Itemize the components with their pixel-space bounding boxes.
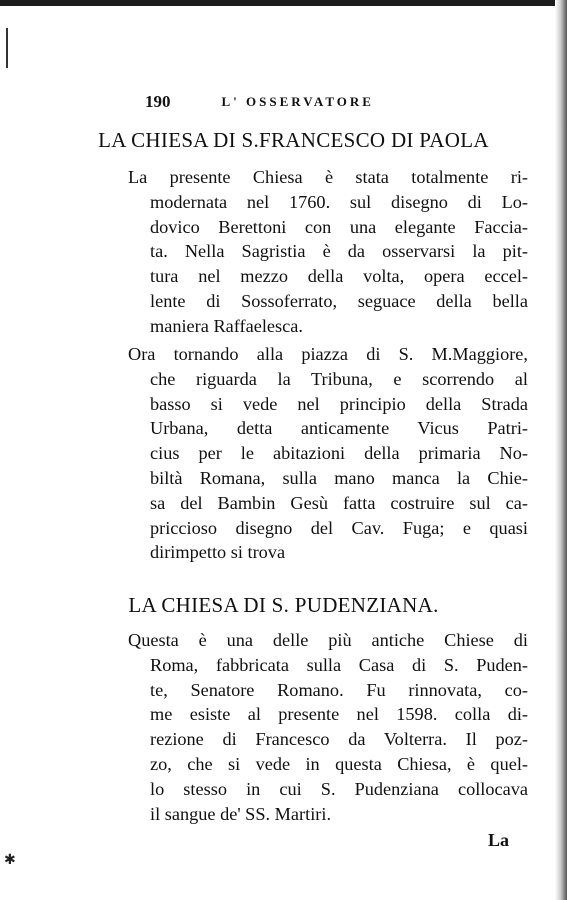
text-line: zo, che si vede in questa Chiesa, è quel- <box>150 753 528 774</box>
paragraph-santa-pudenziana <box>128 628 528 826</box>
catchword: La <box>488 830 510 850</box>
text-line: modernata nel 1760. sul disegno di Lo- <box>150 191 528 212</box>
margin-mark: ✱ <box>4 852 16 868</box>
text-line: dirimpetto si trova <box>150 542 286 563</box>
running-title: L' OSSERVATORE <box>221 94 374 109</box>
running-header <box>145 92 445 112</box>
scan-left-mark <box>6 28 8 68</box>
paragraph-santa-maria-maggiore <box>128 342 528 565</box>
text-line: maniera Raffaelesca. <box>150 315 303 336</box>
text-line: dovico Berettoni con una elegante Facciа- <box>150 216 528 237</box>
text-line: Ora tornando alla piazza di S. M.Maggiore, <box>128 344 528 364</box>
text-line: che riguarda la Tribuna, e scorrendo al <box>150 368 528 389</box>
text-line: Roma, fabbricata sulla Casa di S. Puden- <box>150 654 528 675</box>
text-line: Urbana, detta anticamente Vicus Patri- <box>150 418 528 439</box>
text-line: cius per le abitazioni della primaria No- <box>150 443 528 464</box>
text-line: lente di Sossoferrato, seguace della bella <box>150 290 528 311</box>
text-line: sa del Bambin Gesù fatta costruire sul ca- <box>150 492 528 513</box>
text-line: Questa è una delle più antiche Chiese di <box>128 630 528 650</box>
text-line: tura nel mezzo della volta, opera eccel- <box>150 266 528 287</box>
text-line: La presente Chiesa è stata totalmente ri- <box>128 167 528 187</box>
page-number: 190 <box>145 92 171 111</box>
text-line: ta. Nella Sagristia è da osservarsi la pit- <box>150 241 528 262</box>
text-line: biltà Romana, sulla mano manca la Chie- <box>150 467 528 488</box>
text-line: te, Senatore Romano. Fu rinnovata, co- <box>150 679 528 700</box>
scan-top-edge <box>0 0 567 6</box>
text-line: me esiste al presente nel 1598. colla di- <box>150 704 528 725</box>
text-line: priccioso disegno del Cav. Fuga; e quasi <box>150 517 528 538</box>
text-line: rezione di Francesco da Volterra. Il poz- <box>150 729 528 750</box>
section-heading-santa-pudenziana: LA CHIESA DI S. PUDENZIANA. <box>128 593 439 617</box>
text-line: basso si vede nel principio della Strada <box>150 393 528 414</box>
section-heading-san-francesco: LA CHIESA DI S.FRANCESCO DI PAOLA <box>98 128 489 152</box>
text-line: lo stesso in cui S. Pudenziana collocava <box>150 778 528 799</box>
text-line: il sangue de' SS. Martiri. <box>150 803 332 824</box>
paragraph-san-francesco <box>128 165 528 339</box>
